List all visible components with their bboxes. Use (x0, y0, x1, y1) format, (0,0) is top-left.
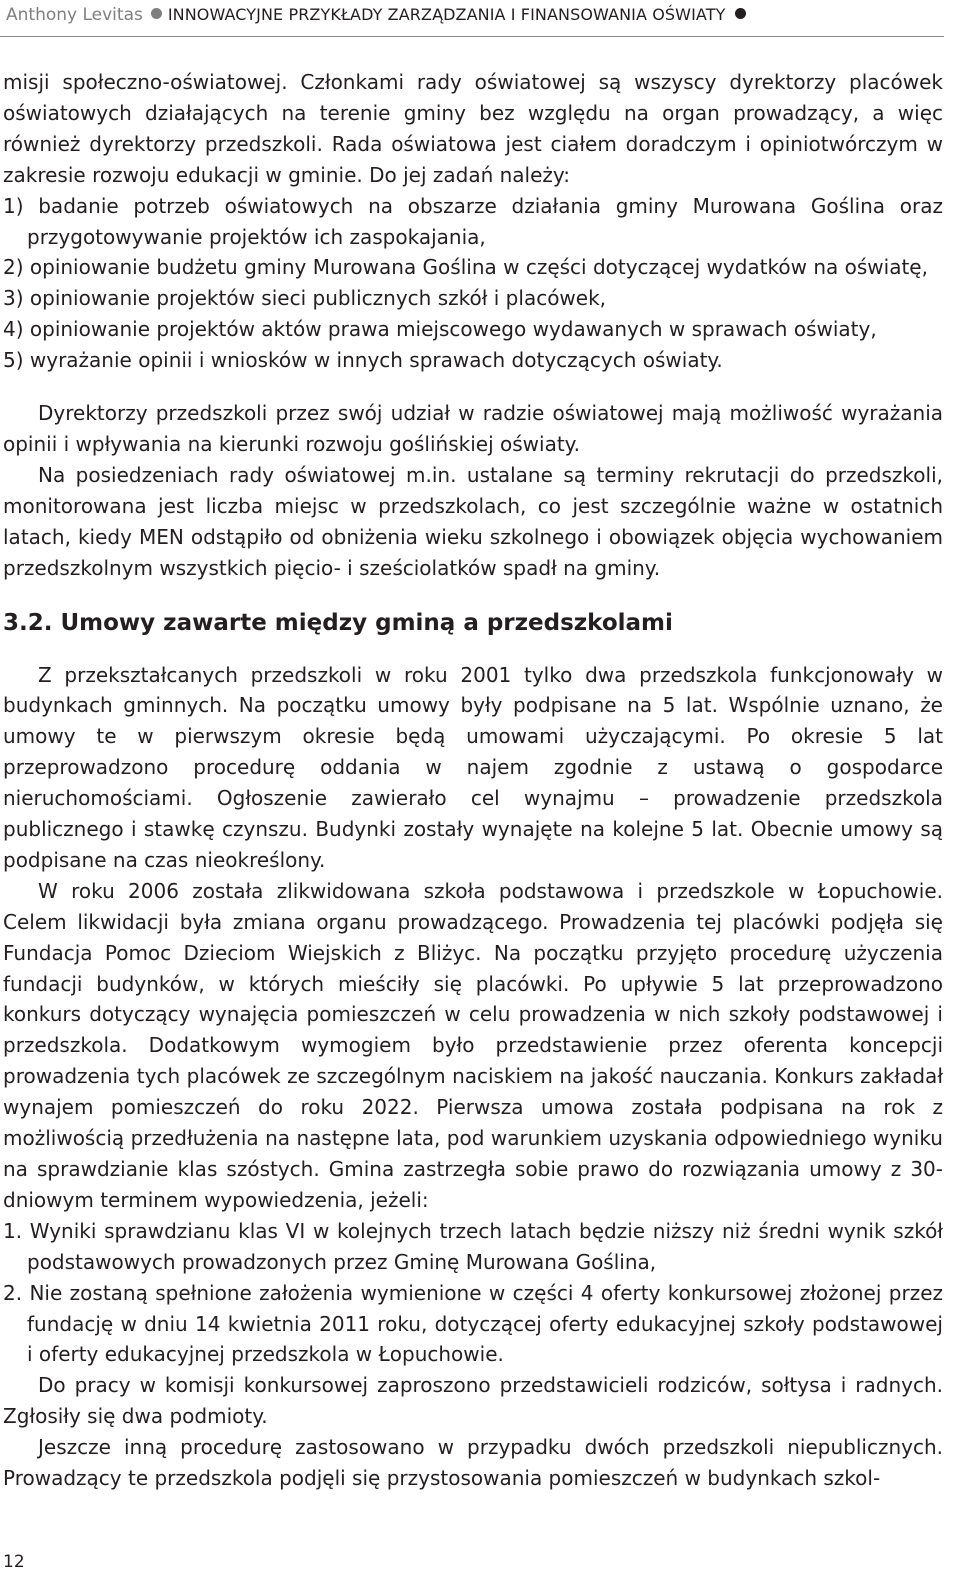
list-item: 2) opiniowanie budżetu gminy Murowana Goślina w części dotyczącej wydatków na oświatę, (3, 255, 928, 280)
running-header (6, 2, 946, 32)
bullet-dot-icon (735, 8, 746, 19)
list-item: 4) opiniowanie projektów aktów prawa miejscowego wydawanych w sprawach oświaty, (3, 317, 877, 342)
paragraph: Na posiedzeniach rady oświatowej m.in. ustalane są terminy rekrutacji do przedszkoli, monitorowana jest liczba miejsc w przedszkolach, co jest szczególnie ważne w ostatnich latach, kiedy MEN odstąpiło od obniżenia wieku szkolnego i obowiązek objęcia wychowaniem przedszkolnym wszystkich pięcio- i sześciolatków spadł na gminy. (3, 462, 943, 580)
header-series-title: INNOWACYJNE PRZYKŁADY ZARZĄDZANIA I FINANSOWANIA OŚWIATY (167, 5, 726, 24)
paragraph: Jeszcze inną procedurę zastosowano w przypadku dwóch przedszkoli niepublicznych. Prowadzący te przedszkola podjęli się przystosowania pomieszczeń w budynkach szkol- (3, 1435, 943, 1491)
tasks-list (3, 191, 943, 376)
header-rule (0, 36, 944, 37)
list-item: 1) badanie potrzeb oświatowych na obszarze działania gminy Murowana Goślina oraz przygotowywanie projektów ich zaspokajania, (3, 193, 943, 249)
paragraph: Z przekształcanych przedszkoli w roku 2001 tylko dwa przedszkola funkcjonowały w budynkach gminnych. Na początku umowy były podpisane na 5 lat. Wspólnie uznano, że umowy te w pierwszym okresie będą umowami użyczającymi. Po okresie 5 lat przeprowadzono procedurę oddania w najem zgodnie z ustawą o gospodarce nieruchomościami. Ogłoszenie zawierało cel wynajmu – prowadzenie przedszkola publicznego i stawkę czynszu. Budynki zostały wynajęte na kolejne 5 lat. Obecnie umowy są podpisane na czas nieokreślony. (3, 662, 943, 872)
header-author: Anthony Levitas (6, 5, 143, 25)
page-body (3, 67, 943, 1494)
paragraph: misji społeczno-oświatowej. Członkami rady oświatowej są wszyscy dyrektorzy placówek oświatowych działających na terenie gminy bez względu na organ prowadzący, a więc również dyrektorzy przedszkoli. Rada oświatowa jest ciałem doradczym i opiniotwórczym w zakresie rozwoju edukacji w gminie. Do jej zadań należy: (3, 70, 943, 187)
paragraph: Do pracy w komisji konkursowej zaproszono przedstawicieli rodziców, sołtysa i radnych. Zgłosiły się dwa podmioty. (3, 1373, 943, 1429)
conditions-list (3, 1216, 943, 1371)
list-item: 3) opiniowanie projektów sieci publicznych szkół i placówek, (3, 286, 607, 311)
section-heading: 3.2. Umowy zawarte między gminą a przedszkolami (3, 609, 673, 636)
list-item: 5) wyrażanie opinii i wniosków w innych sprawach dotyczących oświaty. (3, 348, 723, 373)
paragraph: Dyrektorzy przedszkoli przez swój udział w radzie oświatowej mają możliwość wyrażania opinii i wpływania na kierunki rozwoju goślińskiej oświaty. (3, 401, 943, 456)
paragraph: W roku 2006 została zlikwidowana szkoła podstawowa i przedszkole w Łopuchowie. Celem likwidacji była zmiana organu prowadzącego. Prowadzenia tej placówki podjęła się Fundacja Pomoc Dzieciom Wiejskich z Bliżyc. Na początku przyjęto procedurę użyczenia fundacji budynków, w których mieściły się placówki. Po upływie 5 lat przeprowadzono konkurs dotyczący wynajęcia pomieszczeń w celu prowadzenia w nich szkoły podstawowej i przedszkola. Dodatkowym wymogiem było przedstawienie przez oferenta koncepcji prowadzenia tych placówek ze szczególnym naciskiem na jakość nauczania. Konkurs zakładał wynajem pomieszczeń do roku 2022. Pierwsza umowa została podpisana na rok z możliwością przedłużenia na następne lata, pod warunkiem uzyskania odpowiedniego wyniku na sprawdzianie klas szóstych. Gmina zastrzegła sobie prawo do rozwiązania umowy z 30-dniowym terminem wypowiedzenia, jeżeli: (3, 878, 943, 1212)
bullet-dot-icon (151, 8, 162, 19)
page-number: 12 (3, 1552, 25, 1572)
list-item: 2. Nie zostaną spełnione założenia wymienione w części 4 oferty konkursowej złożonej przez fundację w dniu 14 kwietnia 2011 roku, dotyczącej oferty edukacyjnej szkoły podstawowej i oferty edukacyjnej przedszkola w Łopuchowie. (3, 1280, 943, 1367)
list-item: 1. Wyniki sprawdzianu klas VI w kolejnych trzech latach będzie niższy niż średni wynik szkół podstawowych prowadzonych przez Gminę Murowana Goślina, (3, 1218, 943, 1274)
